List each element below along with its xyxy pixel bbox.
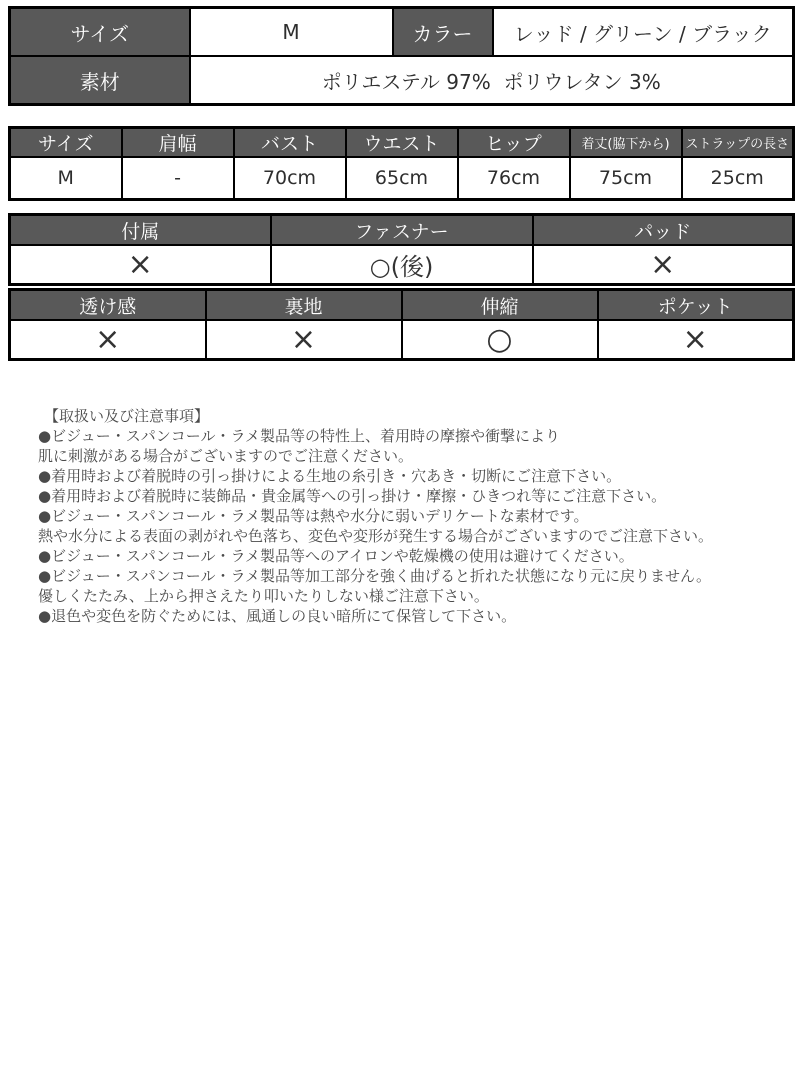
features-table-top	[8, 213, 795, 286]
feature-value-pocket: ×	[598, 320, 794, 360]
measurements-header-hip: ヒップ	[458, 128, 570, 158]
care-note-line: ●ビジュー・スパンコール・ラメ製品等の特性上、着用時の摩擦や衝撃により	[38, 427, 561, 445]
feature-value-lining: ×	[206, 320, 402, 360]
size-label: サイズ	[10, 8, 190, 57]
feature-value-pad: ×	[533, 245, 794, 285]
material-value: ポリエステル 97% ポリウレタン 3%	[190, 56, 794, 105]
measurements-header-length: 着丈(脇下から)	[570, 128, 682, 158]
size-value: M	[190, 8, 393, 57]
feature-header-pad: パッド	[533, 215, 794, 246]
measurements-value-shoulder: -	[122, 157, 234, 200]
measurements-value-size: M	[10, 157, 122, 200]
measurements-header-row	[10, 128, 794, 158]
feature-value-accessory: ×	[10, 245, 271, 285]
measurements-value-waist: 65cm	[346, 157, 458, 200]
size-color-material-table	[8, 6, 795, 106]
material-label: 素材	[10, 56, 190, 105]
care-note-line: 熱や水分による表面の剥がれや色落ち、変色や変形が発生する場合がございますのでご注意下さい。	[38, 527, 714, 545]
care-note-line: ●着用時および着脱時の引っ掛けによる生地の糸引き・穴あき・切断にご注意下さい。	[38, 467, 622, 485]
features-top-header-row	[10, 215, 794, 246]
measurements-header-strap: ストラップの長さ	[682, 128, 794, 158]
table-row	[10, 8, 794, 57]
measurements-value-bust: 70cm	[234, 157, 346, 200]
measurements-header-size: サイズ	[10, 128, 122, 158]
care-notes-title: 【取扱い及び注意事項】	[44, 407, 210, 425]
features-bottom-header-row	[10, 290, 794, 321]
measurements-header-waist: ウエスト	[346, 128, 458, 158]
care-note-line: 優しくたたみ、上から押さえたり叩いたりしない様ご注意下さい。	[38, 587, 489, 605]
feature-header-fastener: ファスナー	[271, 215, 533, 246]
care-note-line: ●退色や変色を防ぐためには、風通しの良い暗所にて保管して下さい。	[38, 607, 517, 625]
features-top-value-row	[10, 245, 794, 285]
measurements-header-shoulder: 肩幅	[122, 128, 234, 158]
feature-header-pocket: ポケット	[598, 290, 794, 321]
measurements-header-bust: バスト	[234, 128, 346, 158]
measurements-value-strap: 25cm	[682, 157, 794, 200]
color-value: レッド / グリーン / ブラック	[493, 8, 794, 57]
measurements-value-row	[10, 157, 794, 200]
feature-header-stretch: 伸縮	[402, 290, 598, 321]
care-note-line: ●ビジュー・スパンコール・ラメ製品等加工部分を強く曲げると折れた状態になり元に戻りません。	[38, 567, 711, 585]
feature-header-lining: 裏地	[206, 290, 402, 321]
features-bottom-value-row	[10, 320, 794, 360]
feature-header-accessory: 付属	[10, 215, 271, 246]
feature-value-sheer: ×	[10, 320, 206, 360]
measurements-value-hip: 76cm	[458, 157, 570, 200]
care-note-line: ●ビジュー・スパンコール・ラメ製品等は熱や水分に弱いデリケートな素材です。	[38, 507, 589, 525]
care-note-line: ●着用時および着脱時に装飾品・貴金属等への引っ掛け・摩擦・ひきつれ等にご注意下さい。	[38, 487, 667, 505]
care-notes	[8, 406, 792, 626]
table-row	[10, 56, 794, 105]
features-table-bottom	[8, 288, 795, 361]
color-label: カラー	[393, 8, 493, 57]
feature-header-sheer: 透け感	[10, 290, 206, 321]
measurements-value-length: 75cm	[570, 157, 682, 200]
feature-value-fastener: ○(後)	[271, 245, 533, 285]
feature-value-stretch: ○	[402, 320, 598, 360]
measurements-table	[8, 126, 795, 201]
care-note-line: 肌に刺激がある場合がございますのでご注意ください。	[38, 447, 414, 465]
care-note-line: ●ビジュー・スパンコール・ラメ製品等へのアイロンや乾燥機の使用は避けてください。	[38, 547, 634, 565]
